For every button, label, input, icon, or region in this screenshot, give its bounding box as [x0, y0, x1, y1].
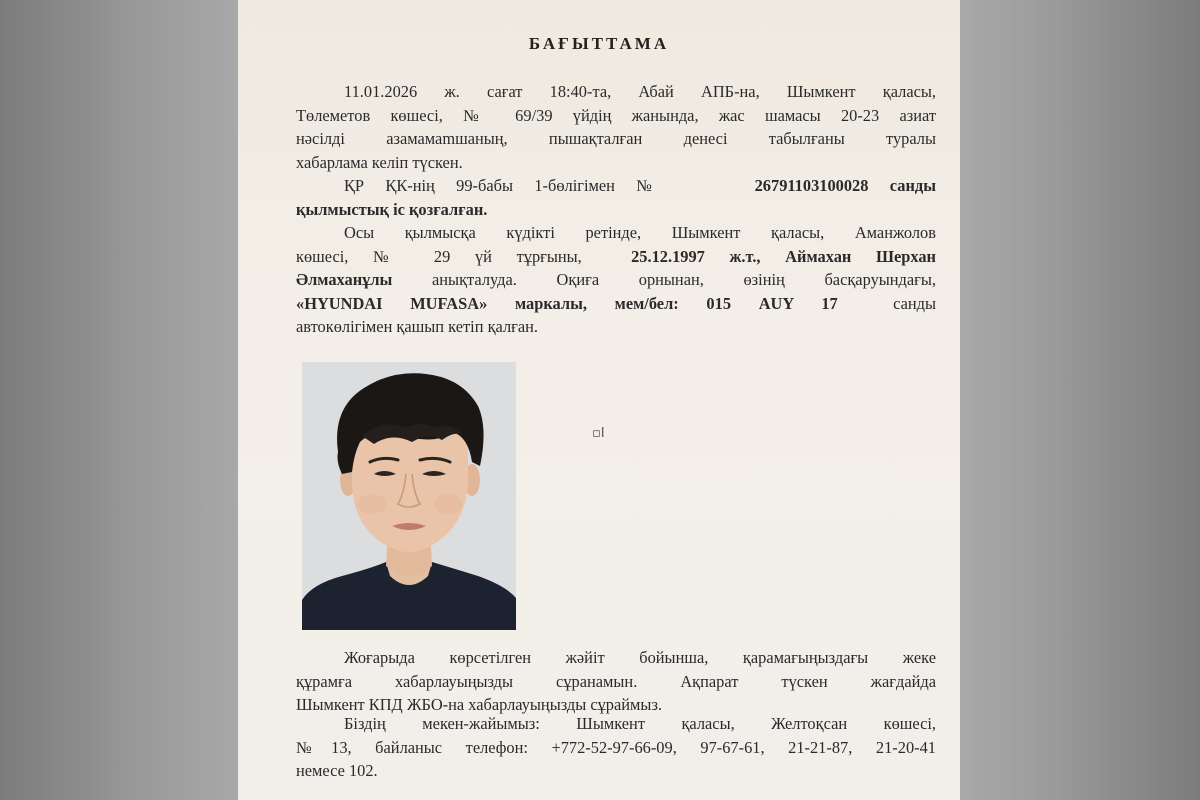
paragraph-incident [296, 80, 936, 174]
text-line: Жоғарыда көрсетілген жәйіт бойынша, қарамағыңыздағы жеке [344, 648, 936, 667]
text-cursor-icon: ▫I [592, 426, 605, 441]
text-line: Шымкент КПД ЖБО-на хабарлауыңызды сұраймыз. [296, 695, 663, 714]
text-fragment: санды [893, 293, 936, 313]
paragraph-suspect [296, 221, 936, 339]
background-left [0, 0, 238, 800]
paragraph-criminal-case [296, 174, 936, 221]
text-line: автокөлігімен қашып кетіп қалған. [296, 317, 539, 336]
suspect-photo [302, 362, 516, 630]
text-fragment: көшесі, № 29 үй тұрғыны, [296, 246, 582, 266]
text-line: №13, байланыс телефон: +772-52-97-66-09, 97-67-61, 21-21-87, 21-20-41 [296, 737, 936, 757]
text-line [296, 292, 936, 316]
portrait-illustration [302, 362, 516, 630]
text-line: қылмыстық іс қозғалған. [296, 199, 488, 219]
text-line: Біздің мекен-жайымыз: Шымкент қаласы, Желтоқсан көшесі, [344, 714, 936, 733]
text-line: 11.01.2026 ж. сағат 18:40-та, Абай АПБ-на, Шымкент қаласы, [344, 82, 936, 101]
text-line: нәсілді азамамаmшаның, пышақталған денесі табылғаны туралы [296, 129, 936, 148]
text-line: Төлеметов көшесі, № 69/39 үйдің жанында, жас шамасы 20-23 азиат [296, 105, 936, 125]
document-title: БАҒЫТТАМА [528, 34, 670, 53]
text-line [296, 245, 936, 269]
text-line [296, 174, 936, 198]
text-line: хабарлама келіп түскен. [296, 152, 463, 172]
vehicle-info: «HYUNDAI MUFASA» маркалы, мем/бел: 015 AUY 17 [296, 293, 838, 313]
text-line [296, 268, 936, 292]
case-number: 26791103100028 санды [754, 176, 936, 195]
document-page [238, 0, 960, 800]
text-line: Осы қылмысқа күдікті ретінде, Шымкент қаласы, Аманжолов [344, 223, 936, 242]
paragraph-request [296, 646, 936, 717]
background-right [960, 0, 1200, 800]
suspect-dob-name: 25.12.1997 ж.т., Аймахан Шерхан [631, 246, 937, 266]
paragraph-contact [296, 712, 936, 783]
text-fragment: анықталуда. Оқиға орнынан, өзінің басқаруындағы, [432, 270, 936, 289]
suspect-patronymic: Әлмаханұлы [296, 270, 393, 289]
text-fragment: ҚР ҚК-нің 99-бабы 1-бөлігімен № [344, 176, 670, 195]
text-line: немесе 102. [296, 761, 378, 780]
text-line: құрамға хабарлауыңызды сұранамын. Ақпарат түскен жағдайда [296, 671, 936, 691]
